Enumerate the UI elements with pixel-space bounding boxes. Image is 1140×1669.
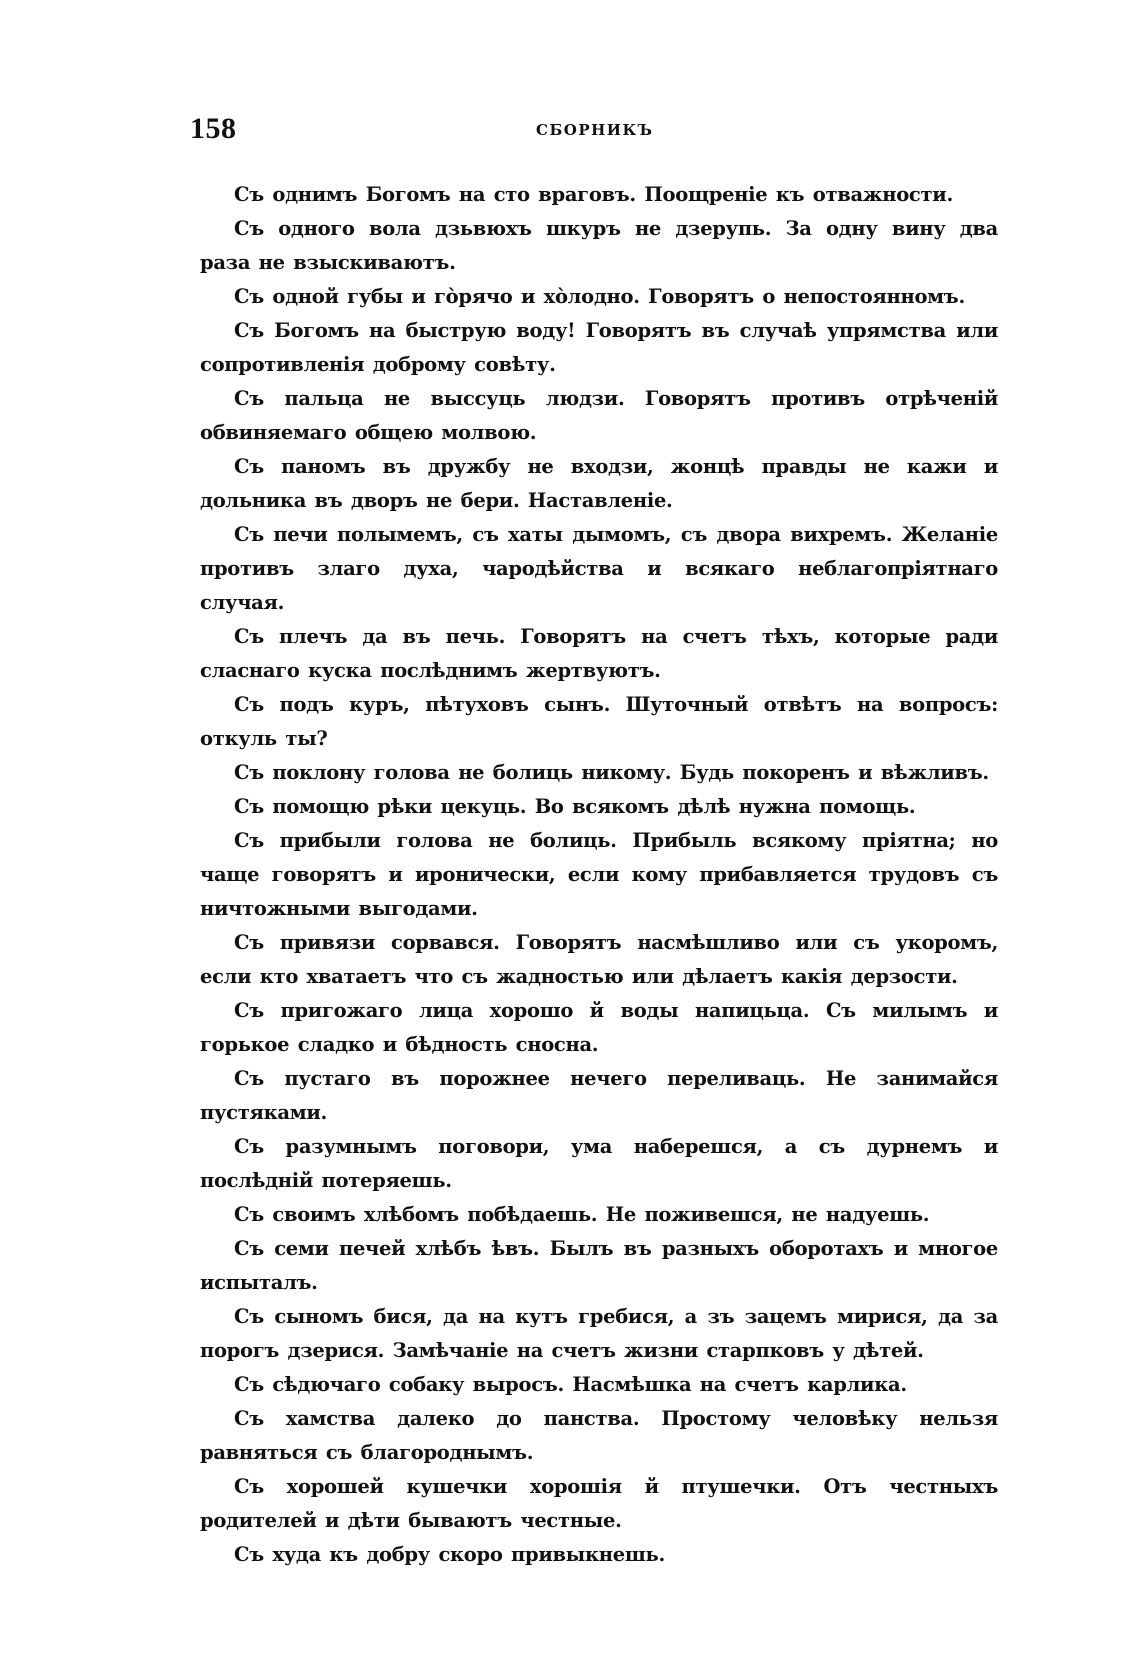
proverb-entry: Съ печи полымемъ, съ хаты дымомъ, съ двора вихремъ. Желаніе противъ злаго духа, чародѣйства и всякаго неблагопріятнаго случая. [200,523,998,614]
proverb-entry: Съ пустаго въ порожнее нечего переливаць. Не занимайся пустяками. [200,1067,998,1124]
proverb-entry: Съ однимъ Богомъ на сто враговъ. Поощреніе къ отважности. [234,183,953,206]
proverb-entry: Съ поклону голова не болиць никому. Будь покоренъ и вѣжливъ. [234,761,989,784]
proverb-entry: Съ одного вола дзьвюхъ шкуръ не дзерупь. За одну вину два раза не взыскиваютъ. [200,217,998,274]
proverb-entry: Съ прибыли голова не болиць. Прибыль всякому пріятна; но чаще говорятъ и иронически, если кому прибавляется трудовъ съ ничтожными выгодами. [200,829,998,920]
proverb-entry: Съ сыномъ бися, да на кутъ гребися, а зъ зацемъ мирися, да за порогъ дзерися. Замѣчаніе на счетъ жизни старпковъ у дѣтей. [200,1305,998,1362]
running-title: СБОРНИКЪ [536,121,654,139]
page-header [190,112,1000,152]
proverb-entry: Съ хамства далеко до панства. Простому человѣку нельзя равняться съ благороднымъ. [200,1407,998,1464]
proverb-entry: Съ семи печей хлѣбъ ѣвъ. Былъ въ разныхъ оборотахъ и многое испыталъ. [200,1237,998,1294]
proverb-entry: Съ сѣдючаго собаку выросъ. Насмѣшка на счетъ карлика. [234,1373,907,1396]
proverb-entry: Съ разумнымъ поговори, ума наберешся, а съ дурнемъ и послѣдній потеряешь. [200,1135,998,1192]
proverb-entry: Съ хорошей кушечки хорошія й птушечки. Отъ честныхъ родителей и дѣти бываютъ честные. [200,1475,998,1532]
page-number: 158 [190,112,237,145]
proverb-entry: Съ своимъ хлѣбомъ побѣдаешь. Не поживешся, не надуешь. [234,1203,930,1226]
proverb-entry: Съ Богомъ на быструю воду! Говорятъ въ случаѣ упрямства или сопротивленія доброму совѣту. [200,319,998,376]
proverb-entry: Съ паномъ въ дружбу не входзи, жонцѣ правды не кажи и дольника въ дворъ не бери. Наставленіе. [200,455,998,512]
proverb-entry: Съ одной губы и го̀рячо и хо̀лодно. Говорятъ о непостоянномъ. [234,285,965,308]
proverb-entry: Съ пригожаго лица хорошо й воды напицьца. Съ милымъ и горькое сладко и бѣдность сносна. [200,999,998,1056]
proverb-list [200,178,998,1572]
proverb-entry: Съ плечъ да въ печь. Говорятъ на счетъ тѣхъ, которые ради сласнаго куска послѣднимъ жертвуютъ. [200,625,998,682]
proverb-entry: Съ привязи сорвався. Говорятъ насмѣшливо или съ укоромъ, если кто хватаетъ что съ жадностью или дѣлаетъ какія дерзости. [200,931,998,988]
proverb-entry: Съ подъ куръ, пѣтуховъ сынъ. Шуточный отвѣтъ на вопросъ: откуль ты? [200,693,998,750]
proverb-entry: Съ помощю рѣки цекуць. Во всякомъ дѣлѣ нужна помощь. [234,795,916,818]
proverb-entry: Съ пальца не выссуць людзи. Говорятъ противъ отрѣченій обвиняемаго общею молвою. [200,387,998,444]
proverb-entry: Съ худа къ добру скоро привыкнешь. [234,1543,665,1566]
